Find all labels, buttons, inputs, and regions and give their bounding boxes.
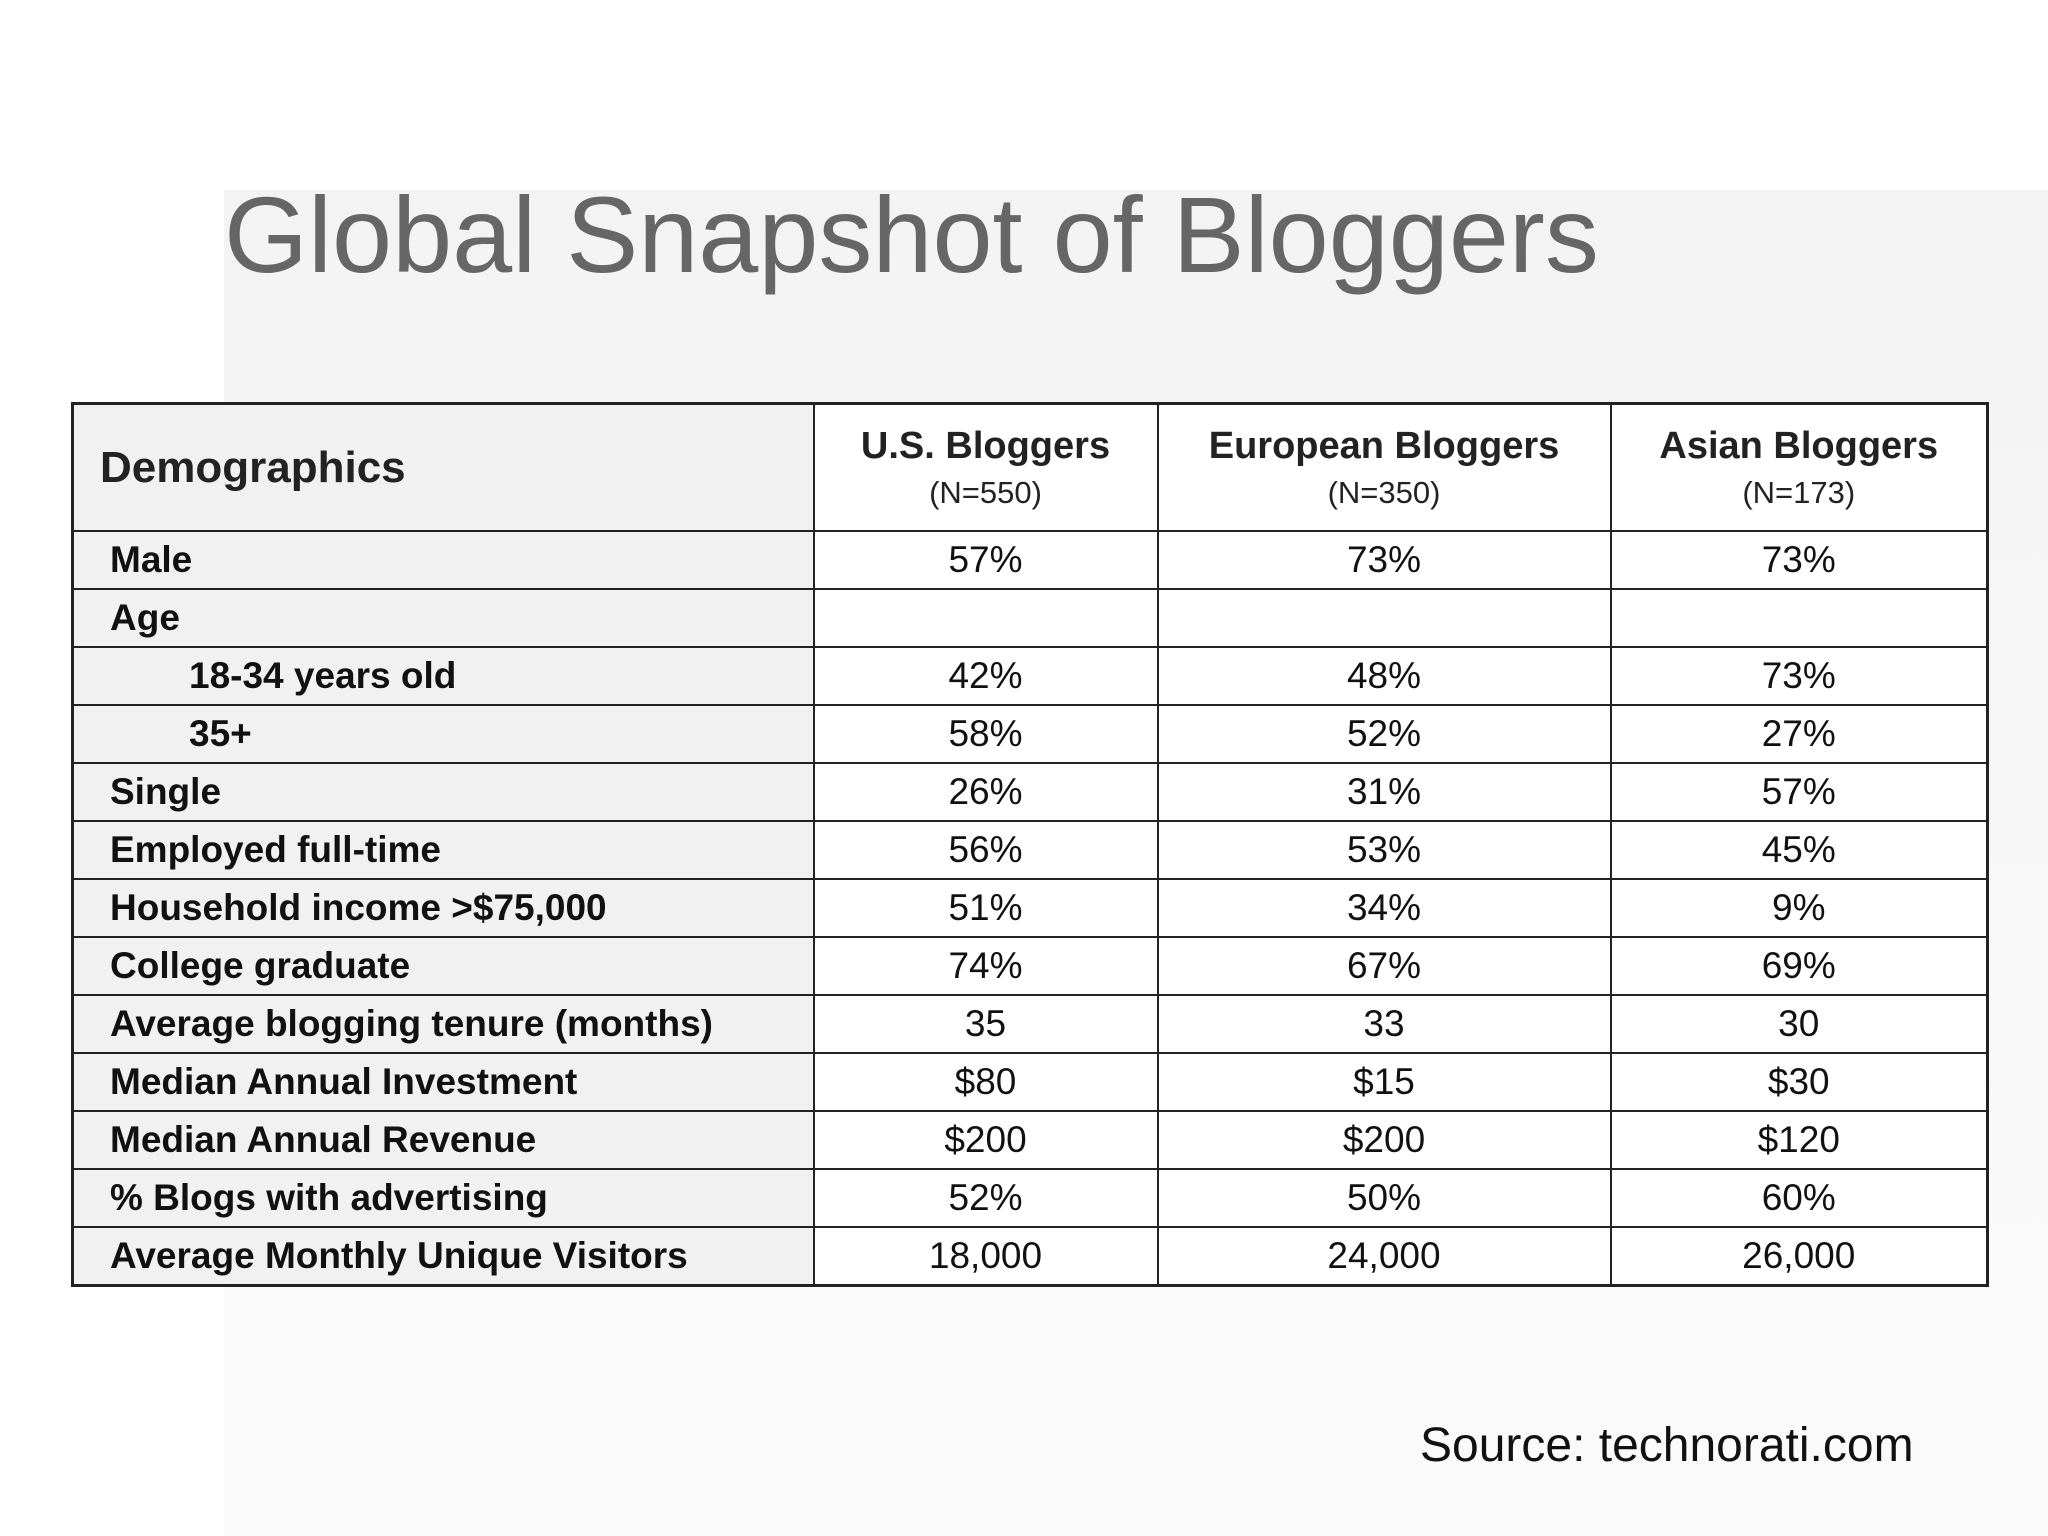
row-label: Average Monthly Unique Visitors	[73, 1227, 814, 1286]
cell-asia: $120	[1611, 1111, 1988, 1169]
row-label: Employed full-time	[73, 821, 814, 879]
table-row	[73, 531, 1988, 589]
cell-us: 74%	[814, 937, 1158, 995]
cell-asia	[1611, 589, 1988, 647]
table-header-row	[73, 404, 1988, 532]
table-row	[73, 589, 1988, 647]
cell-asia: 27%	[1611, 705, 1988, 763]
source-citation: Source: technorati.com	[1420, 1419, 1914, 1472]
cell-asia: 73%	[1611, 647, 1988, 705]
row-label: Household income >$75,000	[73, 879, 814, 937]
cell-us: 35	[814, 995, 1158, 1053]
cell-us: 57%	[814, 531, 1158, 589]
row-label: 18-34 years old	[73, 647, 814, 705]
cell-europe: 73%	[1158, 531, 1611, 589]
cell-europe: 31%	[1158, 763, 1611, 821]
cell-asia: 60%	[1611, 1169, 1988, 1227]
cell-asia: 45%	[1611, 821, 1988, 879]
cell-europe	[1158, 589, 1611, 647]
cell-asia: 9%	[1611, 879, 1988, 937]
cell-asia: 26,000	[1611, 1227, 1988, 1286]
cell-europe: 48%	[1158, 647, 1611, 705]
table-row	[73, 705, 1988, 763]
cell-asia: 57%	[1611, 763, 1988, 821]
row-label: Age	[73, 589, 814, 647]
row-label: Male	[73, 531, 814, 589]
row-label: Median Annual Revenue	[73, 1111, 814, 1169]
cell-europe: 33	[1158, 995, 1611, 1053]
table-row	[73, 763, 1988, 821]
slide-title: Global Snapshot of Bloggers	[224, 174, 1599, 295]
row-label: Median Annual Investment	[73, 1053, 814, 1111]
column-sample-size: (N=173)	[1742, 474, 1856, 510]
column-sample-size: (N=550)	[929, 474, 1042, 510]
demographics-table	[71, 402, 1989, 1287]
row-label: 35+	[73, 705, 814, 763]
table-row	[73, 647, 1988, 705]
cell-us: 58%	[814, 705, 1158, 763]
header-us-bloggers	[814, 404, 1158, 532]
table-row	[73, 937, 1988, 995]
column-name: European Bloggers	[1208, 424, 1560, 467]
header-asian-bloggers	[1611, 404, 1988, 532]
cell-us	[814, 589, 1158, 647]
cell-europe: $15	[1158, 1053, 1611, 1111]
table-row	[73, 995, 1988, 1053]
cell-europe: $200	[1158, 1111, 1611, 1169]
column-name: U.S. Bloggers	[860, 424, 1111, 467]
cell-us: 52%	[814, 1169, 1158, 1227]
cell-us: 56%	[814, 821, 1158, 879]
cell-europe: 53%	[1158, 821, 1611, 879]
row-label: Single	[73, 763, 814, 821]
cell-us: 26%	[814, 763, 1158, 821]
cell-asia: 69%	[1611, 937, 1988, 995]
cell-us: 18,000	[814, 1227, 1158, 1286]
cell-us: 51%	[814, 879, 1158, 937]
table-row	[73, 1111, 1988, 1169]
cell-europe: 52%	[1158, 705, 1611, 763]
column-sample-size: (N=350)	[1327, 474, 1441, 510]
cell-us: $80	[814, 1053, 1158, 1111]
row-label: College graduate	[73, 937, 814, 995]
cell-asia: $30	[1611, 1053, 1988, 1111]
cell-europe: 50%	[1158, 1169, 1611, 1227]
table-row	[73, 1053, 1988, 1111]
cell-us: 42%	[814, 647, 1158, 705]
column-name: Asian Bloggers	[1659, 424, 1939, 467]
row-label: Average blogging tenure (months)	[73, 995, 814, 1053]
table-row	[73, 1169, 1988, 1227]
table-row	[73, 821, 1988, 879]
cell-asia: 73%	[1611, 531, 1988, 589]
header-demographics: Demographics	[73, 404, 814, 532]
table-row	[73, 1227, 1988, 1286]
row-label: % Blogs with advertising	[73, 1169, 814, 1227]
cell-europe: 67%	[1158, 937, 1611, 995]
cell-us: $200	[814, 1111, 1158, 1169]
table-row	[73, 879, 1988, 937]
header-european-bloggers	[1158, 404, 1611, 532]
cell-asia: 30	[1611, 995, 1988, 1053]
cell-europe: 34%	[1158, 879, 1611, 937]
cell-europe: 24,000	[1158, 1227, 1611, 1286]
